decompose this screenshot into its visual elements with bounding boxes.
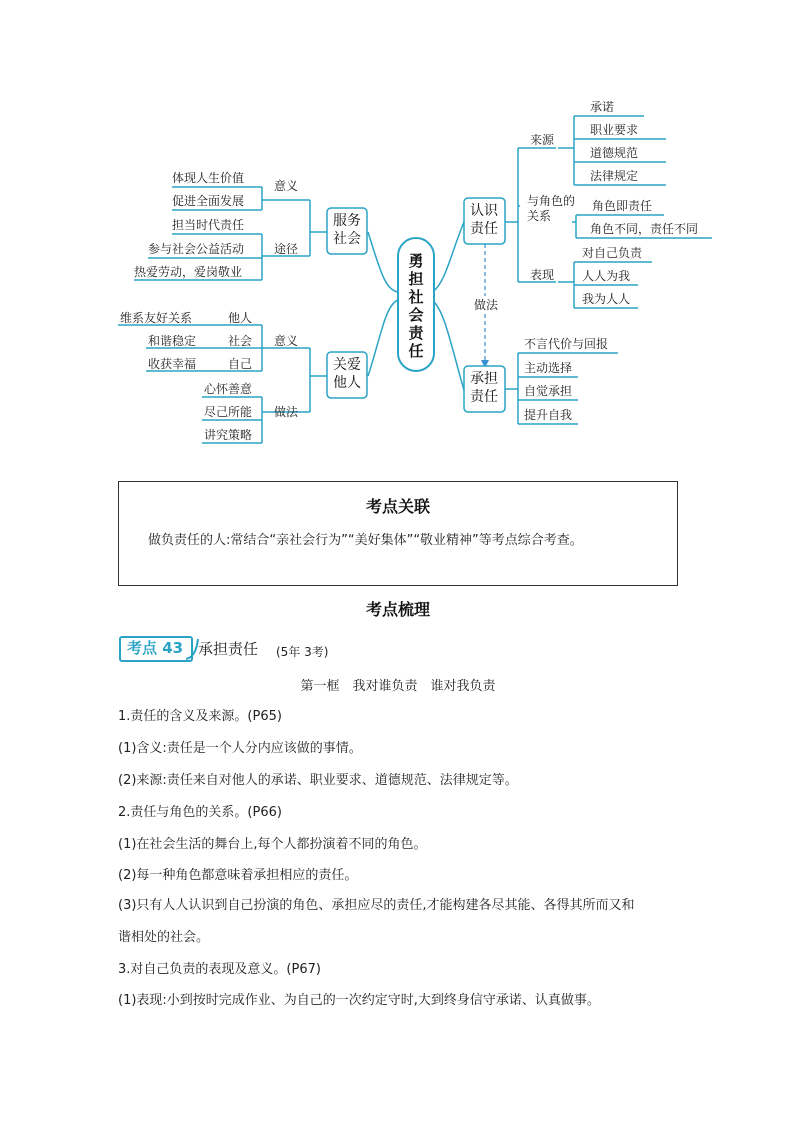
care-method-item: 尽己所能 [204,405,253,419]
recognize-source-item: 道德规范 [590,146,639,160]
review-line: (3)只有人人认识到自己扮演的角色、承担应尽的责任,才能构建各尽其能、各得其所而又和 [118,898,635,913]
review-line: 谐相处的社会。 [118,930,210,945]
care-meaning-right: 他人 [228,311,253,325]
topic-badge: 考点 43 [119,636,193,662]
recognize-role-item: 角色不同，责任不同 [590,222,699,236]
care-sub2-label: 做法 [274,405,299,419]
bear-item: 自觉承担 [524,384,573,398]
review-subtitle: 第一框 我对谁负责 谁对我负责 [300,679,496,694]
recognize-label: 认识责任 [470,203,498,237]
recognize-source-item: 法律规定 [590,169,639,183]
related-title: 考点关联 [365,497,430,516]
service-way-item: 热爱劳动，爱岗敬业 [134,265,243,279]
review-line: 3.对自己负责的表现及意义。(P67) [118,962,321,977]
service-way-item: 担当时代责任 [172,218,245,232]
recognize-source-item: 职业要求 [590,123,639,137]
recognize-source-label: 来源 [530,133,555,147]
care-sub1-label: 意义 [274,334,299,348]
review-line: (2)来源:责任来自对他人的承诺、职业要求、道德规范、法律规定等。 [118,773,518,788]
bear-item: 不言代价与回报 [524,337,609,351]
service-meaning-item: 体现人生价值 [172,171,245,185]
bear-label: 承担责任 [470,371,498,405]
recognize-show-item: 对自己负责 [582,246,643,260]
care-label: 关爱他人 [333,357,361,391]
recognize-show-item: 人人为我 [582,269,631,283]
review-line: (1)在社会生活的舞台上,每个人都扮演着不同的角色。 [118,837,427,852]
care-meaning-right: 自己 [228,357,253,371]
care-meaning-right: 社会 [228,334,253,348]
recognize-show-item: 我为人人 [582,292,631,306]
recognize-role-item: 角色即责任 [592,199,653,213]
review-line: 2.责任与角色的关系。(P66) [118,805,282,820]
service-way-item: 参与社会公益活动 [148,242,245,256]
method-arrow-label: 做法 [474,298,499,312]
recognize-source-item: 承诺 [590,100,615,114]
topic-title: 承担责任 [198,640,259,658]
care-method-item: 讲究策略 [204,428,253,442]
recognize-role-label: 与角色的关系 [527,194,576,223]
service-sub1-label: 意义 [274,179,299,193]
recognize-show-label: 表现 [530,268,555,282]
topic-count: (5年 3考) [276,645,329,659]
care-meaning-left: 维系友好关系 [120,311,193,325]
service-label: 服务社会 [333,213,361,247]
service-meaning-item: 促进全面发展 [172,194,245,208]
care-meaning-left: 收获幸福 [148,357,197,371]
care-method-item: 心怀善意 [204,382,253,396]
care-meaning-left: 和谐稳定 [148,334,197,348]
bear-item: 提升自我 [524,408,573,422]
review-line: (1)含义:责任是一个人分内应该做的事情。 [118,741,362,756]
bear-item: 主动选择 [524,361,573,375]
center-topic: 勇担社会责任 [408,252,424,360]
review-line: (1)表现:小到按时完成作业、为自己的一次约定守时,大到终身信守承诺、认真做事。 [118,993,600,1008]
service-sub2-label: 途径 [274,242,299,256]
related-text: 做负责任的人:常结合“亲社会行为”“美好集体”“敬业精神”等考点综合考查。 [148,533,583,548]
review-line: (2)每一种角色都意味着承担相应的责任。 [118,868,358,883]
review-title: 考点梳理 [365,600,430,619]
review-line: 1.责任的含义及来源。(P65) [118,709,282,724]
